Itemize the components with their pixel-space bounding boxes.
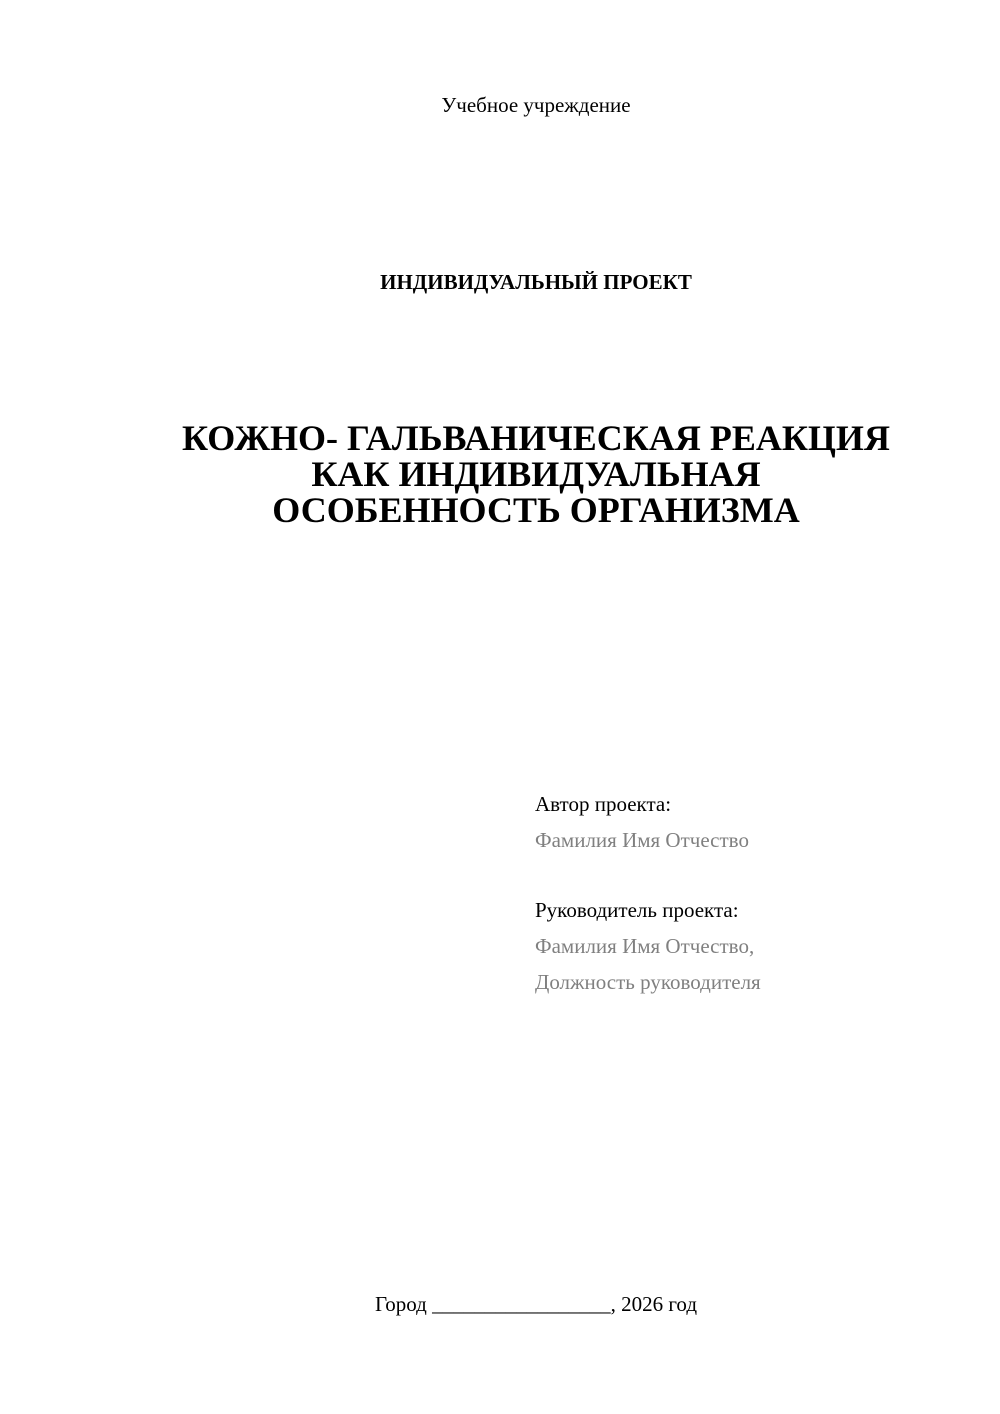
project-title-line-3: ОСОБЕННОСТЬ ОРГАНИЗМА xyxy=(272,490,800,530)
city-year-line: Город _________________, 2026 год xyxy=(374,1292,698,1316)
author-name: Фамилия Имя Отчество xyxy=(535,828,749,852)
project-title xyxy=(0,420,1000,528)
institution-name: Учебное учреждение xyxy=(441,93,631,117)
supervisor-position: Должность руководителя xyxy=(535,970,761,994)
supervisor-block xyxy=(535,892,975,1000)
project-title-line-2: КАК ИНДИВИДУАЛЬНАЯ xyxy=(311,454,761,494)
supervisor-label: Руководитель проекта: xyxy=(535,898,739,922)
author-label: Автор проекта: xyxy=(535,792,672,816)
author-block xyxy=(535,786,975,858)
project-type-heading: ИНДИВИДУАЛЬНЫЙ ПРОЕКТ xyxy=(380,270,692,294)
project-title-line-1: КОЖНО- ГАЛЬВАНИЧЕСКАЯ РЕАКЦИЯ xyxy=(182,418,890,458)
supervisor-name: Фамилия Имя Отчество, xyxy=(535,934,755,958)
